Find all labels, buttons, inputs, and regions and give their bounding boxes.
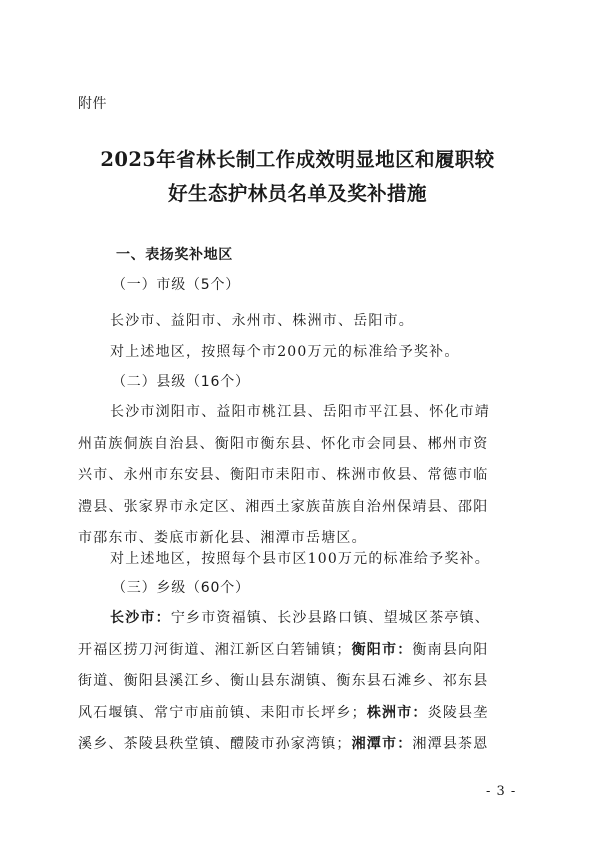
county-line-2: 州苗族侗族自治县、衡阳市衡东县、怀化市会同县、郴州市资 — [78, 436, 489, 452]
attachment-label: 附件 — [78, 96, 107, 112]
township-line-4-text: 风石堰镇、常宁市庙前镇、耒阳市长坪乡； — [78, 705, 367, 721]
township-line-1-text: 宁乡市资福镇、长沙县路口镇、望城区茶亭镇、 — [170, 610, 491, 626]
county-level-heading: （二）县级（16个） — [112, 374, 250, 390]
township-line-5 — [78, 734, 520, 754]
township-line-4 — [78, 703, 520, 723]
county-line-5: 市邵东市、娄底市新化县、湘潭市岳塘区。 — [78, 530, 367, 546]
county-level-reward: 对上述地区，按照每个县市区100万元的标准给予奖补。 — [110, 551, 490, 567]
city-level-heading: （一）市级（5个） — [112, 277, 241, 293]
township-level-heading: （三）乡级（60个） — [112, 580, 250, 596]
township-line-2-text: 开福区捞刀河街道、湘江新区白箬铺镇； — [78, 642, 352, 658]
city-level-list: 长沙市、益阳市、永州市、株洲市、岳阳市。 — [110, 313, 414, 329]
county-line-3: 兴市、永州市东安县、衡阳市耒阳市、株洲市攸县、常德市临 — [78, 467, 489, 483]
township-line-4-rest: 炎陵县垄 — [427, 705, 489, 721]
township-line-5-rest: 湘潭县茶恩 — [412, 736, 489, 752]
township-line-3: 街道、衡阳县溪江乡、衡山县东湖镇、衡东县石滩乡、祁东县 — [78, 673, 489, 689]
township-line-2 — [78, 640, 520, 660]
section-heading: 一、表扬奖补地区 — [116, 247, 233, 263]
page-number: - 3 - — [486, 784, 517, 799]
city-level-reward: 对上述地区，按照每个市200万元的标准给予奖补。 — [110, 344, 460, 360]
city-name-changsha: 长沙市： — [110, 610, 171, 626]
city-name-xiangtan: 湘潭市： — [351, 736, 413, 752]
city-name-hengyang: 衡阳市： — [351, 642, 413, 658]
county-line-1: 长沙市浏阳市、益阳市桃江县、岳阳市平江县、怀化市靖 — [110, 404, 490, 420]
title-line-2: 好生态护林员名单及奖补措施 — [168, 182, 427, 205]
township-line-2-rest: 衡南县向阳 — [412, 642, 489, 658]
title-line-1: 2025年省林长制工作成效明显地区和履职较 — [100, 148, 495, 171]
city-name-zhuzhou: 株洲市： — [366, 705, 428, 721]
township-line-1 — [110, 608, 520, 628]
township-line-5-text: 溪乡、茶陵县秩堂镇、醴陵市孙家湾镇； — [78, 736, 352, 752]
county-line-4: 澧县、张家界市永定区、湘西土家族苗族自治州保靖县、邵阳 — [78, 499, 489, 515]
